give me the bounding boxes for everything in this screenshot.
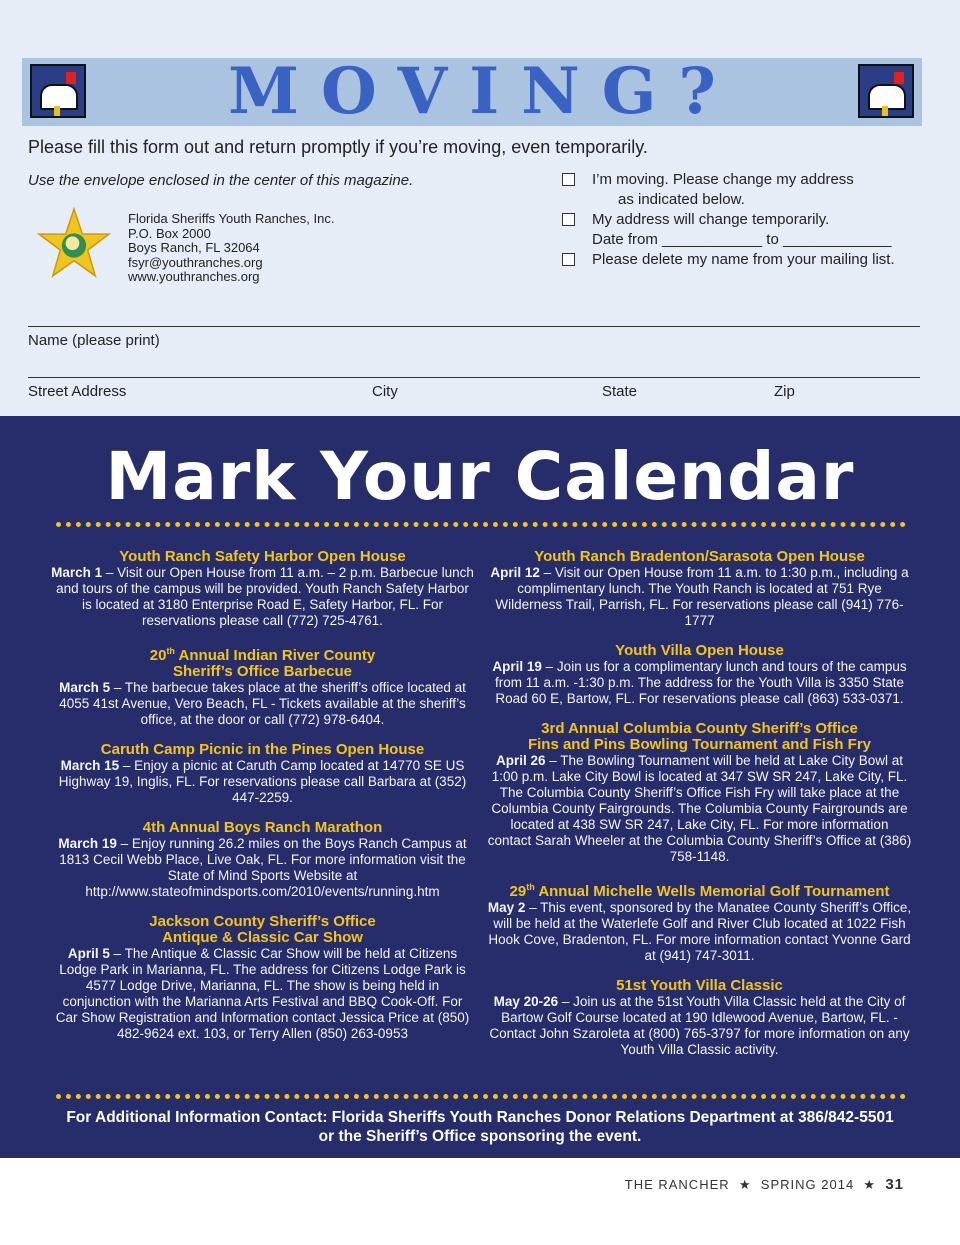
- page-number: 31: [885, 1176, 904, 1193]
- envelope-note: Use the envelope enclosed in the center of this magazine.: [28, 172, 414, 189]
- event-body: [50, 946, 475, 1042]
- page-footer: [625, 1176, 904, 1193]
- event-date: April 26: [496, 753, 546, 768]
- calendar-section: [0, 416, 960, 1158]
- event-description: – The Bowling Tournament will be held at Lake City Bowl at 1:00 p.m. Lake City Bowl is located at 347 SW SR 247, Lake City, FL. The Columbia County Sheriff’s Office Fish Fry will take place at the Columbia County Fairgrounds. The Columbia County Fairgrounds are located at 438 SW SR 247, Lake City, FL. For more information contact Sarah Wheeler at the Columbia County Sheriff’s Office at (386) 758-1148.: [487, 753, 912, 864]
- dotted-divider: [56, 1094, 906, 1099]
- event-date: March 5: [59, 680, 111, 695]
- event-description: – Join us at the 51st Youth Villa Classic held at the City of Bartow Golf Course located at 190 Idlewood Avenue, Bartow, FL. - Contact John Szaroleta at (800) 765-3797 for more information on any Youth Villa Classic activity.: [489, 994, 910, 1057]
- issue-label: SPRING 2014: [760, 1177, 855, 1192]
- event-body: [487, 753, 912, 865]
- city-field-label: City: [372, 383, 398, 400]
- mailbox-icon: [858, 64, 914, 118]
- event-body: [50, 680, 475, 728]
- event-title: 3rd Annual Columbia County Sheriff’s Office Fins and Pins Bowling Tournament and Fish Fry: [527, 720, 872, 753]
- event-description: – Enjoy running 26.2 miles on the Boys Ranch Campus at 1813 Cecil Webb Place, Live Oak, FL. For more information visit the State of Mind Sports Website at http://www.stateofmindsports.com/2010/events/running.htm: [59, 836, 467, 899]
- temporary-checkbox[interactable]: [562, 213, 575, 226]
- moving-options: [560, 170, 950, 270]
- event-description: – This event, sponsored by the Manatee County Sheriff’s Office, will be held at the Waterlefe Golf and River Club located at 1022 Fish Hook Cove, Bradenton, FL. For more information contact Yvonne Gard at (941) 747-3011.: [488, 900, 912, 963]
- event-description: – Visit our Open House from 11 a.m. to 1:30 p.m., including a complimentary lunch. The Youth Ranch is located at 751 Rye Wilderness Trail, Parrish, FL. For reservations please call (941) 776-1777: [495, 565, 909, 628]
- event-date: March 15: [60, 758, 120, 773]
- event-item: [50, 914, 475, 1042]
- option-temporary-label: My address will change temporarily.: [592, 211, 830, 228]
- event-item: [50, 549, 475, 629]
- event-item: [487, 549, 912, 629]
- event-body: [487, 900, 912, 964]
- mailing-address: [128, 212, 334, 285]
- event-description: – The barbecue takes place at the sheriff’s office located at 4055 41st Avenue, Vero Beach, FL - Tickets available at the sheriff’s office, at the door or call (772) 978-6404.: [59, 680, 466, 727]
- event-item: [487, 879, 912, 964]
- event-description: – The Antique & Classic Car Show will be held at Citizens Lodge Park in Marianna, FL. The address for Citizens Lodge Park is 4577 Lodge Drive, Marianna, FL. The show is being held in conjunction with the Marianna Arts Festival and BBQ Cook-Off. For Car Show Registration and Information contact Jessica Price at (850) 482-9624 ext. 103, or Terry Allen (850) 263-0953: [55, 946, 470, 1041]
- event-item: [50, 643, 475, 728]
- event-date: May 2: [487, 900, 526, 915]
- moving-banner: [22, 54, 922, 129]
- event-description: – Enjoy a picnic at Caruth Camp located at 14770 SE US Highway 19, Inglis, FL. For reservations please call Barbara at (352) 447-2259.: [58, 758, 467, 805]
- star-separator-icon: ★: [734, 1177, 757, 1192]
- events-left-column: [50, 549, 475, 1056]
- event-item: [50, 742, 475, 806]
- address-input-line[interactable]: [28, 377, 920, 378]
- event-body: [50, 758, 475, 806]
- event-date: April 12: [490, 565, 540, 580]
- contact-line-1: For Additional Information Contact: Florida Sheriffs Youth Ranches Donor Relations Department at 386/842-5501: [66, 1109, 894, 1126]
- calendar-title: Mark Your Calendar: [105, 438, 855, 515]
- option-moving: [560, 170, 950, 190]
- moving-checkbox[interactable]: [562, 173, 575, 186]
- address-website[interactable]: www.youthranches.org: [128, 269, 260, 284]
- event-title: 29th Annual Michelle Wells Memorial Golf Tournament: [509, 882, 890, 900]
- event-title: Jackson County Sheriff’s Office Antique & Classic Car Show: [149, 913, 376, 946]
- event-title: Youth Ranch Bradenton/Sarasota Open House: [534, 548, 865, 565]
- zip-field-label: Zip: [774, 383, 795, 400]
- event-date: May 20-26: [493, 994, 559, 1009]
- event-item: [487, 978, 912, 1058]
- delete-checkbox[interactable]: [562, 253, 575, 266]
- event-title: Caruth Camp Picnic in the Pines Open House: [100, 741, 425, 758]
- event-item: [487, 721, 912, 865]
- event-title: Youth Ranch Safety Harbor Open House: [119, 548, 406, 565]
- event-item: [50, 820, 475, 900]
- option-temporary: [560, 210, 950, 230]
- option-moving-label-2: as indicated below.: [618, 191, 745, 208]
- moving-form-section: [0, 0, 960, 416]
- event-date: March 19: [58, 836, 117, 851]
- option-moving-label: I’m moving. Please change my address: [592, 171, 854, 188]
- address-email[interactable]: fsyr@youthranches.org: [128, 254, 263, 270]
- star-separator-icon: ★: [858, 1177, 881, 1192]
- contact-line-2: or the Sheriff’s Office sponsoring the event.: [318, 1128, 642, 1145]
- event-body: [487, 565, 912, 629]
- event-date: March 1: [51, 565, 103, 580]
- event-body: [50, 836, 475, 900]
- banner-title: MOVING?: [228, 54, 738, 129]
- dotted-divider: [56, 522, 906, 527]
- name-input-line[interactable]: [28, 326, 920, 327]
- state-field-label: State: [602, 383, 638, 400]
- event-title: 51st Youth Villa Classic: [616, 977, 783, 994]
- form-intro: Please fill this form out and return promptly if you’re moving, even temporarily.: [28, 137, 648, 157]
- event-title: Youth Villa Open House: [615, 642, 784, 659]
- event-body: [50, 565, 475, 629]
- address-po-box: P.O. Box 2000: [128, 225, 211, 241]
- address-org: Florida Sheriffs Youth Ranches, Inc.: [128, 211, 335, 226]
- event-item: [487, 643, 912, 707]
- events-right-column: [487, 549, 912, 1072]
- event-title: 4th Annual Boys Ranch Marathon: [142, 819, 383, 836]
- event-title: 20th Annual Indian River County Sheriff’s Office Barbecue: [149, 646, 376, 680]
- event-description: – Join us for a complimentary lunch and tours of the campus from 11 a.m. -1:30 p.m. The address for the Youth Villa is 3350 State Road 60 E, Bartow, FL. For reservations please call (863) 533-0371.: [495, 659, 907, 706]
- contact-note: [40, 1108, 920, 1146]
- event-description: – Visit our Open House from 11 a.m. – 2 p.m. Barbecue lunch and tours of the campus will be provided. Youth Ranch Safety Harbor is located at 3180 Enterprise Road E, Safety Harbor, FL. For reservations please call (772) 725-4761.: [56, 565, 474, 628]
- option-delete-label: Please delete my name from your mailing list.: [592, 251, 895, 268]
- street-field-label: Street Address: [28, 383, 127, 400]
- event-body: [487, 994, 912, 1058]
- date-range-label: Date from ____________ to _____________: [592, 231, 892, 248]
- event-date: April 19: [492, 659, 542, 674]
- event-body: [487, 659, 912, 707]
- name-field-label: Name (please print): [28, 332, 160, 349]
- sheriff-star-logo: [36, 206, 112, 282]
- address-city: Boys Ranch, FL 32064: [128, 240, 260, 255]
- event-date: April 5: [67, 946, 110, 961]
- date-range-field[interactable]: [560, 230, 950, 250]
- publication-name: THE RANCHER: [624, 1177, 730, 1192]
- option-delete: [560, 250, 950, 270]
